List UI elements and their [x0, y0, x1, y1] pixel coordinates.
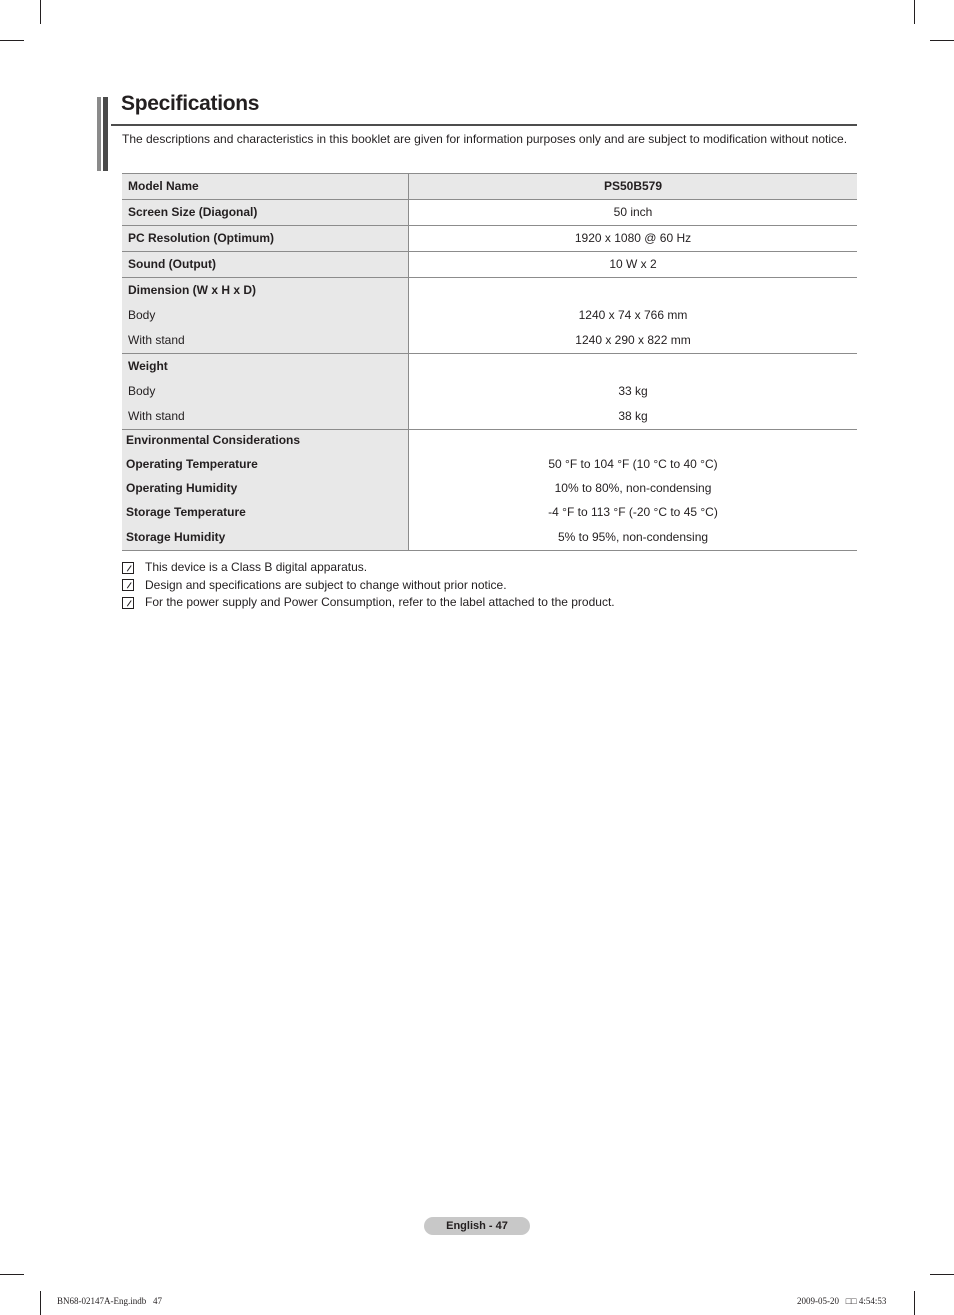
spec-label: Screen Size (Diagonal) — [128, 205, 258, 219]
title-divider — [111, 124, 857, 126]
notes-list — [122, 559, 615, 612]
table-row — [122, 252, 857, 278]
spec-value: 50 inch — [613, 205, 653, 219]
page-number-badge: English - 47 — [424, 1217, 530, 1235]
spec-label: PC Resolution (Optimum) — [128, 231, 274, 245]
spec-value: 1920 x 1080 @ 60 Hz — [574, 231, 692, 245]
crop-mark — [0, 1274, 24, 1275]
note-text: This device is a Class B digital apparatus. — [145, 560, 368, 574]
spec-value: 38 kg — [618, 409, 648, 423]
spec-sublabel: Storage Temperature — [126, 505, 246, 519]
spec-value: 1240 x 290 x 822 mm — [575, 333, 691, 347]
page-title: Specifications — [121, 92, 260, 115]
spec-value: 5% to 95%, non-condensing — [557, 530, 709, 544]
note-icon — [122, 597, 134, 609]
spec-sublabel: Storage Humidity — [126, 530, 226, 544]
crop-mark — [914, 1291, 915, 1315]
table-row — [122, 278, 857, 354]
spec-value: PS50B579 — [603, 179, 663, 193]
crop-mark — [930, 40, 954, 41]
crop-mark — [40, 1291, 41, 1315]
crop-mark — [0, 40, 24, 41]
spec-sublabel: Body — [128, 384, 156, 398]
file-slug: BN68-02147A-Eng.indb 47 — [57, 1296, 162, 1306]
spec-value: 10 W x 2 — [609, 257, 657, 271]
spec-value: -4 °F to 113 °F (-20 °C to 45 °C) — [548, 505, 718, 519]
spec-label: Dimension (W x H x D) — [128, 283, 257, 297]
specifications-table — [122, 173, 857, 551]
spec-value: 1240 x 74 x 766 mm — [578, 308, 688, 322]
print-timestamp: 2009-05-20 □□ 4:54:53 — [797, 1296, 887, 1306]
spec-sublabel: With stand — [128, 409, 185, 423]
note-icon — [122, 562, 134, 574]
spec-sublabel: With stand — [128, 333, 185, 347]
list-item — [122, 559, 615, 577]
spec-label: Weight — [128, 359, 168, 373]
spec-value: 50 °F to 104 °F (10 °C to 40 °C) — [548, 457, 718, 471]
crop-mark — [914, 0, 915, 24]
spec-sublabel: Operating Temperature — [126, 457, 258, 471]
table-row — [122, 174, 857, 200]
spec-sublabel: Operating Humidity — [126, 481, 238, 495]
list-item — [122, 577, 615, 595]
spec-value: 10% to 80%, non-condensing — [554, 481, 712, 495]
spec-value: 33 kg — [618, 384, 648, 398]
note-text: For the power supply and Power Consumption, refer to the label attached to the product. — [145, 595, 615, 609]
crop-mark — [40, 0, 41, 24]
table-row — [122, 226, 857, 252]
intro-paragraph: The descriptions and characteristics in this booklet are given for information purposes only and are subject to modification without notice. — [122, 132, 848, 146]
spec-label: Environmental Considerations — [126, 433, 301, 447]
table-row — [122, 200, 857, 226]
note-icon — [122, 579, 134, 591]
spec-label: Model Name — [128, 179, 199, 193]
note-text: Design and specifications are subject to change without prior notice. — [145, 577, 507, 592]
table-row — [122, 430, 857, 551]
spec-sublabel: Body — [128, 308, 156, 322]
crop-mark — [930, 1274, 954, 1275]
table-row — [122, 354, 857, 430]
list-item — [122, 594, 615, 612]
spec-label: Sound (Output) — [128, 257, 216, 271]
